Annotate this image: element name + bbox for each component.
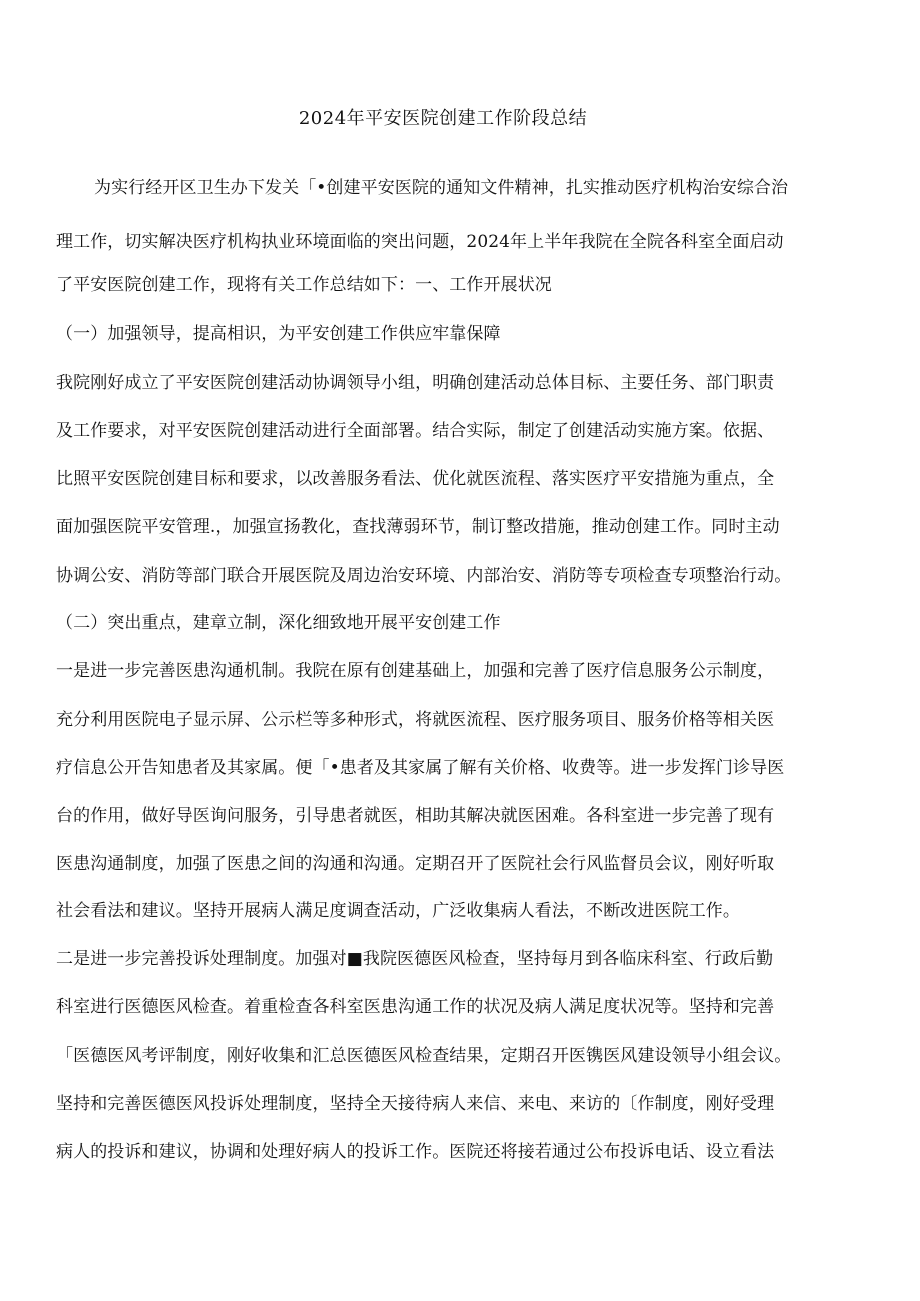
document-title: 2024年平安医院创建工作阶段总结 <box>298 108 588 129</box>
section-heading: （一）加强领导，提高相识，为平安创建工作供应牢靠保障 <box>56 324 501 344</box>
section-heading: （二）突出重点，建章立制，深化细致地开展平安创建工作 <box>56 613 501 633</box>
paragraph-line: 及工作要求，对平安医院创建活动进行全面部署。结合实际，制定了创建活动实施方案。依据、 <box>56 421 775 441</box>
paragraph-line: 协调公安、消防等部门联合开展医院及周边治安环境、内部治安、消防等专项检查专项整治行动。 <box>56 566 792 586</box>
paragraph-line: 病人的投诉和建议，协调和处理好病人的投诉工作。医院还将接若通过公布投诉电话、设立看法 <box>56 1142 775 1162</box>
paragraph-line: 了平安医院创建工作，现将有关工作总结如下：一、工作开展状况 <box>56 275 552 295</box>
paragraph-line: 理工作，切实解决医疗机构执业环境面临的突出问题，2024年上半年我院在全院各科室全面启动 <box>56 232 784 252</box>
paragraph-line: 充分利用医院电子显示屏、公示栏等多种形式，将就医流程、医疗服务项目、服务价格等相关医 <box>56 710 775 730</box>
paragraph-line: 医患沟通制度，加强了医患之间的沟通和沟通。定期召开了医院社会行风监督员会议，刚好听取 <box>56 854 775 874</box>
paragraph-line: 台的作用，做好导医询问服务，引导患者就医，相助其解决就医困难。各科室进一步完善了现有 <box>56 806 775 826</box>
paragraph-line: 疗信息公开告知患者及其家属。便「•患者及其家属了解有关价格、收费等。进一步发挥门诊导医 <box>56 758 785 778</box>
paragraph-line: 坚持和完善医德医风投诉处理制度，坚持全天接待病人来信、来电、来访的〔作制度，刚好受理 <box>56 1094 775 1114</box>
paragraph-line: 「医德医风考评制度，刚好收集和汇总医德医风检查结果，定期召开医镌医风建设领导小组会议。 <box>56 1046 792 1066</box>
paragraph-line: 面加强医院平安管理.，加强宣扬教化，查找薄弱环节，制订整改措施，推动创建工作。同时主动 <box>56 517 780 537</box>
paragraph-line: 为实行经开区卫生办下发关「•创建平安医院的通知文件精神，扎实推动医疗机构治安综合治 <box>94 178 789 198</box>
paragraph-line: 科室进行医德医风检查。着重检查各科室医患沟通工作的状况及病人满足度状况等。坚持和完善 <box>56 997 775 1017</box>
paragraph-line: 一是进一步完善医患沟通机制。我院在原有创建基础上，加强和完善了医疗信息服务公示制度， <box>56 661 775 681</box>
paragraph-line: 我院刚好成立了平安医院创建活动协调领导小组，明确创建活动总体目标、主要任务、部门职责 <box>56 373 775 393</box>
paragraph-line: 比照平安医院创建目标和要求，以改善服务看法、优化就医流程、落实医疗平安措施为重点，全 <box>56 469 775 489</box>
paragraph-line: 二是进一步完善投诉处理制度。加强对■我院医德医风检查，坚持每月到各临床科室、行政后勤 <box>56 949 774 969</box>
paragraph-line: 社会看法和建议。坚持开展病人满足度调查活动，广泛收集病人看法，不断改进医院工作。 <box>56 901 740 921</box>
